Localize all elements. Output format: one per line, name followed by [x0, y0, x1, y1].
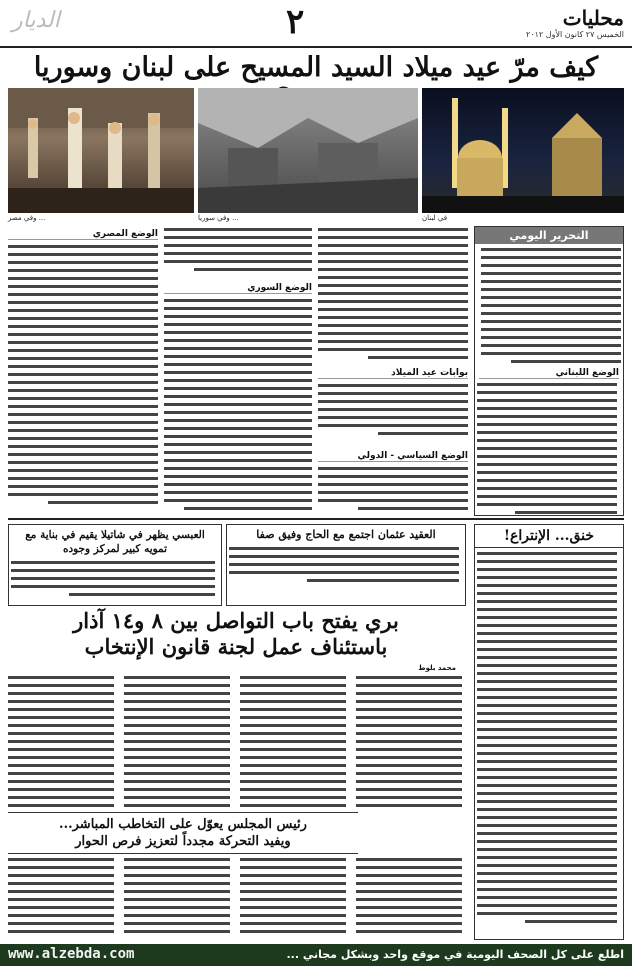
newspaper-logo: الديار	[12, 8, 60, 33]
byline: محمد بلوط	[418, 664, 456, 672]
text-lines-graphic	[225, 545, 465, 585]
page-header	[0, 0, 632, 48]
absi-title: العبسي يظهر في شاتيلا يقيم في بناية مع تمويه كبير لمركز وجوده	[25, 529, 205, 555]
main-story-headline-line1: بري يفتح باب التواصل بين ٨ و١٤ آذار	[73, 608, 399, 633]
khanq-title: خنق... الإنتراع!	[475, 525, 623, 548]
main-headline: كيف مرّ عيد ميلاد السيد المسيح على لبنان وسوريا	[33, 52, 599, 83]
story-subheadline	[8, 812, 358, 854]
text-lines-graphic	[164, 297, 312, 512]
issue-date: الخميس ٢٧ كانون الأول ٢٠١٢	[526, 30, 624, 39]
syria-caption: ... وفي سوريا	[198, 214, 239, 222]
text-lines-graphic	[473, 379, 623, 523]
lebanon-photo	[422, 88, 624, 213]
khanq-box	[474, 524, 624, 940]
lebanon-caption: في لبنان	[422, 214, 448, 222]
text-lines-graphic	[481, 246, 621, 364]
politics-subheading: الوضع السياسي - الدولي	[318, 451, 468, 462]
egypt-subheading: الوضع المصري	[8, 229, 158, 240]
egypt-photo	[8, 88, 194, 213]
syria-subheading: الوضع السوري	[164, 283, 312, 294]
syria-column	[164, 226, 312, 514]
section-divider	[8, 518, 624, 520]
main-story-body-continued	[8, 856, 464, 940]
text-lines-graphic	[7, 559, 221, 599]
mosque-church-night-image	[422, 88, 624, 213]
text-lines-graphic	[8, 856, 464, 940]
lebanon-subheading: الوضع اللبناني	[479, 368, 619, 379]
footer-text: اطلع على كل الصحف اليومية في موقع واحد وبشكل مجاني ...	[286, 948, 624, 961]
editorial-title: التحرير اليومي	[475, 227, 623, 244]
main-story-headline	[8, 608, 464, 660]
holiday-subheading: بوابات عيد الميلاد	[318, 368, 468, 379]
text-lines-graphic	[164, 226, 312, 276]
footer-banner	[0, 944, 632, 966]
story-subheadline-line1: رئيس المجلس يعوّل على التخاطب المباشر...	[59, 817, 307, 832]
egypt-caption: ... وفي مصر	[8, 214, 46, 222]
egypt-column	[8, 226, 158, 514]
holiday-column	[318, 226, 468, 514]
story-subheadline-line2: ويفيد التحركة مجدداً لتعزيز فرص الحوار	[75, 834, 291, 849]
uthman-box	[226, 524, 466, 606]
syria-photo	[198, 88, 418, 213]
text-lines-graphic	[8, 243, 158, 505]
text-lines-graphic	[318, 465, 468, 515]
text-lines-graphic	[473, 548, 623, 936]
footer-url[interactable]: www.alzebda.com	[8, 946, 135, 962]
church-choir-image	[8, 88, 194, 213]
page-number: ٢	[286, 2, 305, 42]
uthman-title: العقيد عثمان اجتمع مع الحاج وفيق صفا	[256, 528, 436, 541]
daily-editorial-box	[474, 226, 624, 516]
damaged-building-image	[198, 88, 418, 213]
section-title: محليات	[562, 6, 624, 30]
absi-box	[8, 524, 222, 606]
text-lines-graphic	[318, 382, 468, 444]
main-story-headline-line2: باستئناف عمل لجنة قانون الإنتخاب	[84, 634, 388, 659]
text-lines-graphic	[318, 226, 468, 361]
editorial-text	[475, 244, 623, 368]
